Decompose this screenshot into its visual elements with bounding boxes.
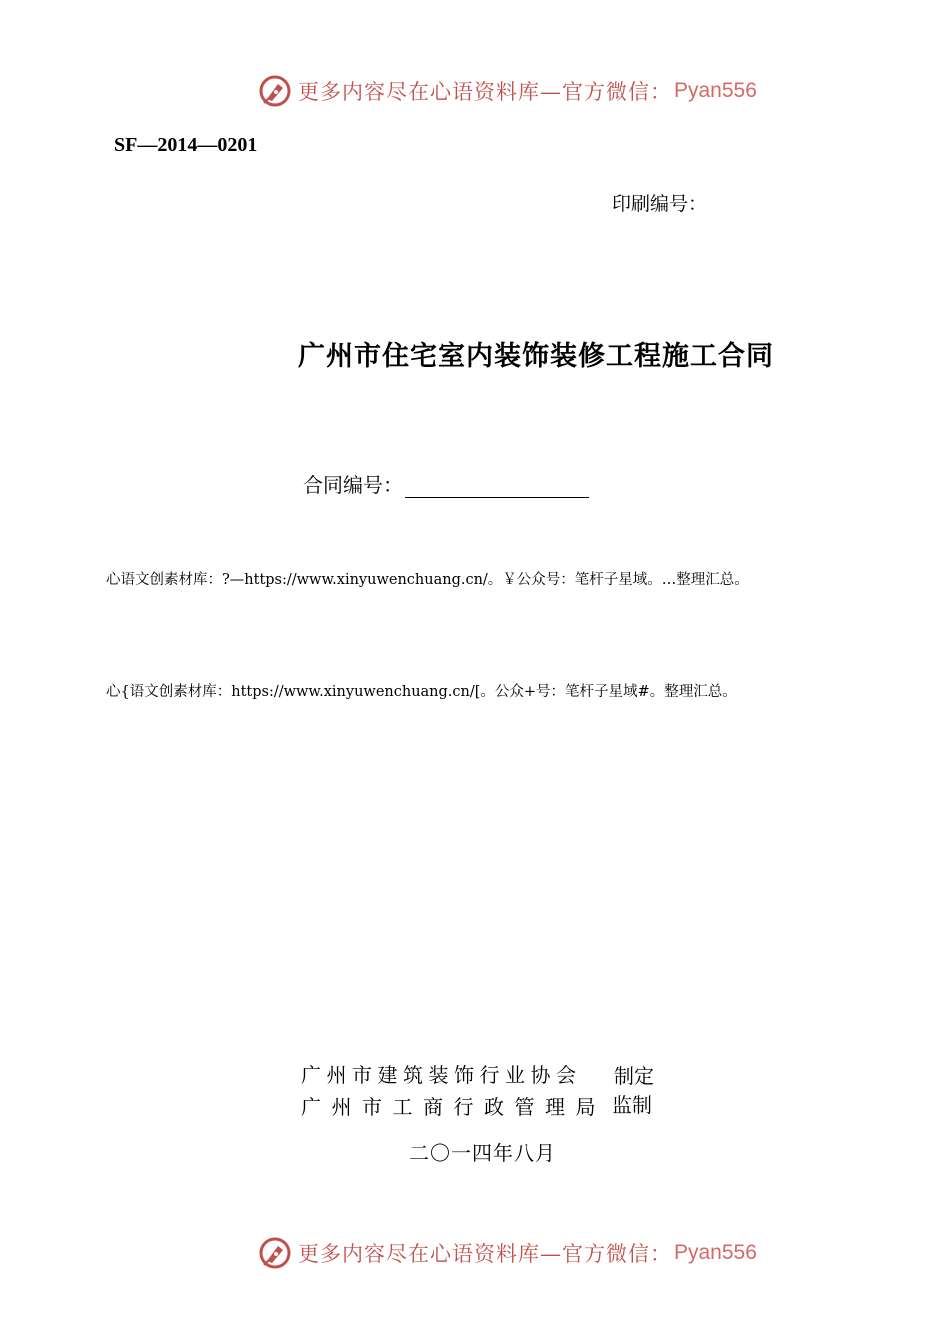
banner-text: 更多内容尽在心语资料库—官方微信： xyxy=(298,80,672,104)
source-line-2: 心{语文创素材库：https://www.xinyuwenchuang.cn/[。公众+号：笔杆子星域#。整理汇总。 xyxy=(106,684,737,700)
top-banner xyxy=(258,71,757,111)
issuer-org-2: 广州市工商行政管理局 xyxy=(301,1095,606,1119)
pen-nib-circle-icon xyxy=(258,1236,292,1270)
banner-wechat-id: Pyan556 xyxy=(674,79,757,102)
issuer-role-2: 监制 xyxy=(612,1093,652,1117)
document-date: 二〇一四年八月 xyxy=(409,1141,556,1165)
document-code: SF—2014—0201 xyxy=(114,134,258,156)
print-number-label: 印刷编号： xyxy=(612,193,708,215)
contract-number-label: 合同编号： xyxy=(303,473,403,497)
banner-text: 更多内容尽在心语资料库—官方微信： xyxy=(298,1242,672,1266)
issuer-org-1: 广州市建筑装饰行业协会 xyxy=(301,1063,582,1087)
bottom-banner xyxy=(258,1233,757,1273)
banner-wechat-id: Pyan556 xyxy=(674,1241,757,1264)
issuer-role-1: 制定 xyxy=(614,1064,654,1088)
contract-number xyxy=(303,469,589,498)
pen-nib-circle-icon xyxy=(258,74,292,108)
page-title: 广州市住宅室内装饰装修工程施工合同 xyxy=(298,341,774,372)
source-line-1: 心语文创素材库：?—https://www.xinyuwenchuang.cn/。￥公众号：笔杆子星域。…整理汇总。 xyxy=(106,572,749,588)
contract-number-blank xyxy=(405,477,589,498)
